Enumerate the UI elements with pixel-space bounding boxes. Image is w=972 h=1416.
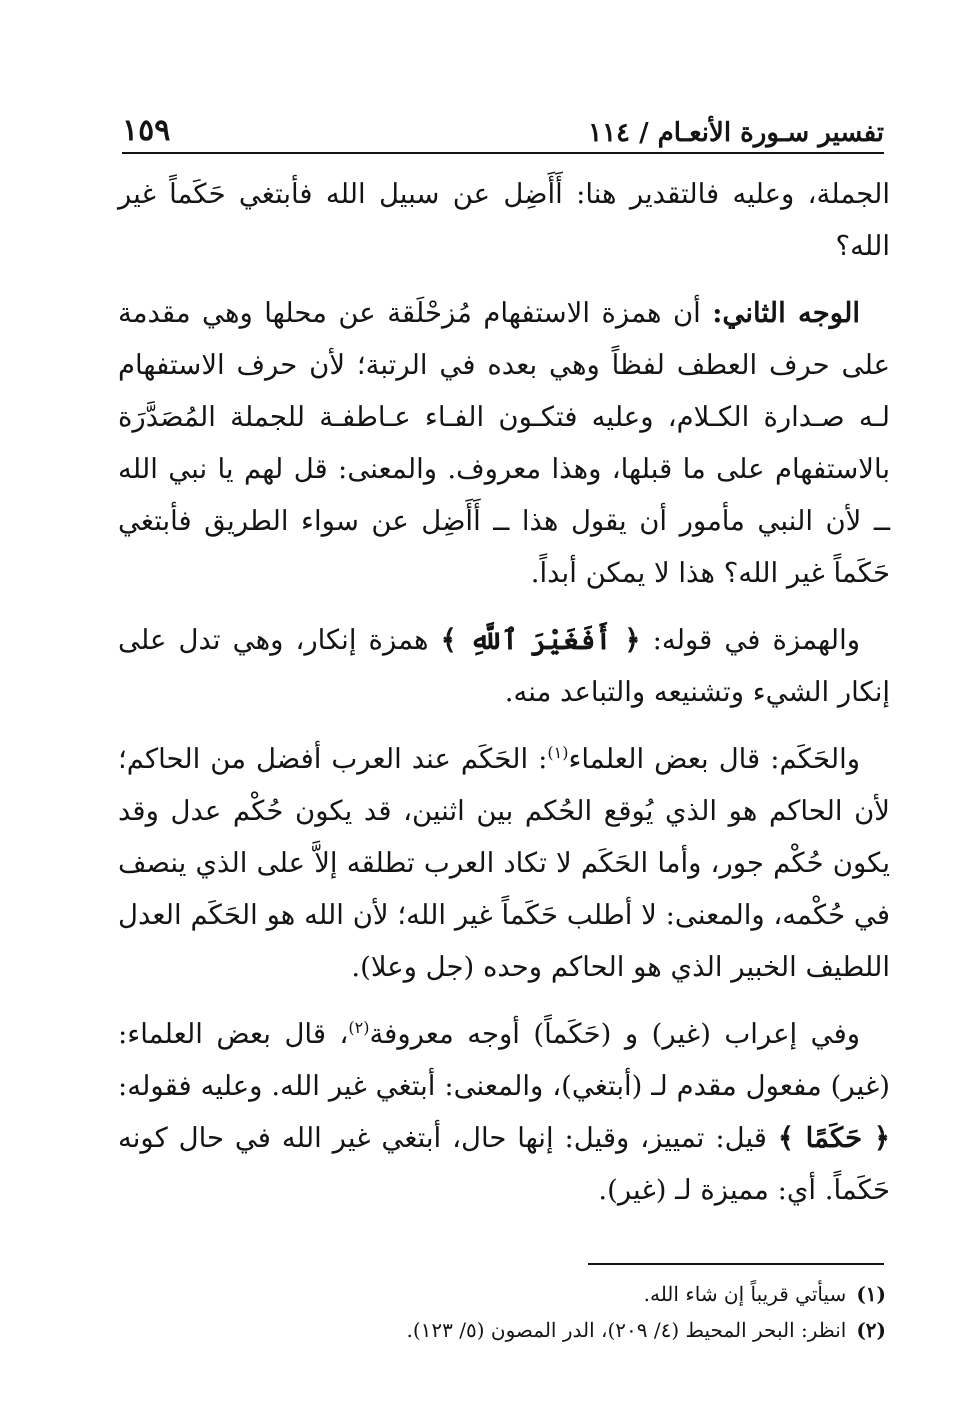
footnote-2: [122, 1312, 886, 1348]
footnotes: [122, 1276, 886, 1348]
paragraph-3-after: همزة إنكار، وهي تدل على إنكار الشيء وتشنيعه والتباعد منه.: [118, 624, 890, 708]
page-number: ١٥٩: [122, 113, 171, 148]
paragraph-5-middle: ، قال بعض العلماء: (غير) مفعول مقدم لـ (أبتغي)، والمعنى: أبتغي غير الله. وعليه فقوله:: [118, 1018, 890, 1102]
header-rule: [122, 152, 884, 154]
footnote-1-text: سيأتي قريباً إن شاء الله.: [643, 1282, 847, 1306]
paragraph-2-text: أن همزة الاستفهام مُزحْلَقة عن محلها وهي مقدمة على حرف العطف لفظاً وهي بعده في الرتبة؛ لأن حرف الاستفهام لـه صـدارة الكـلام، وعليه فتكـون الفـاء عـاطفـة للجملة المُصَدَّرَة بالاستفهام على ما قبلها، وهذا معروف. والمعنى: قل لهم يا نبي الله ــ لأن النبي مأمور أن يقول هذا ــ أَأَضِل عن سواء الطريق فأبتغي حَكَماً غير الله؟ هذا لا يمكن أبداً.: [118, 297, 890, 589]
footnote-1: [122, 1276, 886, 1312]
quran-quote-hakaman: ﴿ حَكَمًا ﴾: [777, 1122, 890, 1154]
paragraph-2-lead: الوجه الثاني:: [712, 297, 860, 329]
paragraph-4: [118, 733, 890, 993]
paragraph-2: [118, 287, 890, 599]
paragraph-3-before: والهمزة في قوله:: [640, 624, 860, 656]
running-header-title: تفسير سـورة الأنعـام / ١١٤: [588, 118, 884, 148]
footnote-ref-1[interactable]: (١): [547, 742, 569, 762]
footnote-ref-2[interactable]: (٢): [348, 1017, 370, 1037]
paragraph-1: [118, 168, 890, 272]
paragraph-5-after: قيل: تمييز، وقيل: إنها حال، أبتغي غير الله في حال كونه حَكَماً. أي: مميزة لـ (غير).: [118, 1122, 890, 1206]
footnote-rule: [588, 1263, 884, 1265]
footnote-1-number: (١): [856, 1282, 886, 1306]
paragraph-1-text: الجملة، وعليه فالتقدير هنا: أَأَضِل عن سبيل الله فأبتغي حَكَماً غير الله؟: [118, 178, 890, 262]
paragraph-4-after: : الحَكَم عند العرب أفضل من الحاكم؛ لأن الحاكم هو الذي يُوقع الحُكم بين اثنين، قد يكون حُكْم عدل وقد يكون حُكْم جور، وأما الحَكَم لا تكاد العرب تطلقه إلاَّ على الذي ينصف في حُكْمه، والمعنى: لا أطلب حَكَماً غير الله؛ لأن الله هو الحَكَم العدل اللطيف الخبير الذي هو الحاكم وحده (جل وعلا).: [118, 743, 890, 983]
quran-quote-afaghayra-allah: ﴿ أَفَغَيْرَ ٱللَّهِ ﴾: [440, 624, 641, 656]
paragraph-5: [118, 1008, 890, 1216]
paragraph-3: [118, 614, 890, 718]
paragraph-5-before: وفي إعراب (غير) و (حَكَماً) أوجه معروفة: [369, 1018, 860, 1050]
footnote-2-text: انظر: البحر المحيط (٤/ ٢٠٩)، الدر المصون (٥/ ١٢٣).: [406, 1318, 847, 1342]
footnote-2-number: (٢): [856, 1318, 886, 1342]
body-text: [118, 168, 890, 1231]
paragraph-4-before: والحَكَم: قال بعض العلماء: [568, 743, 861, 775]
running-header: [122, 96, 884, 146]
